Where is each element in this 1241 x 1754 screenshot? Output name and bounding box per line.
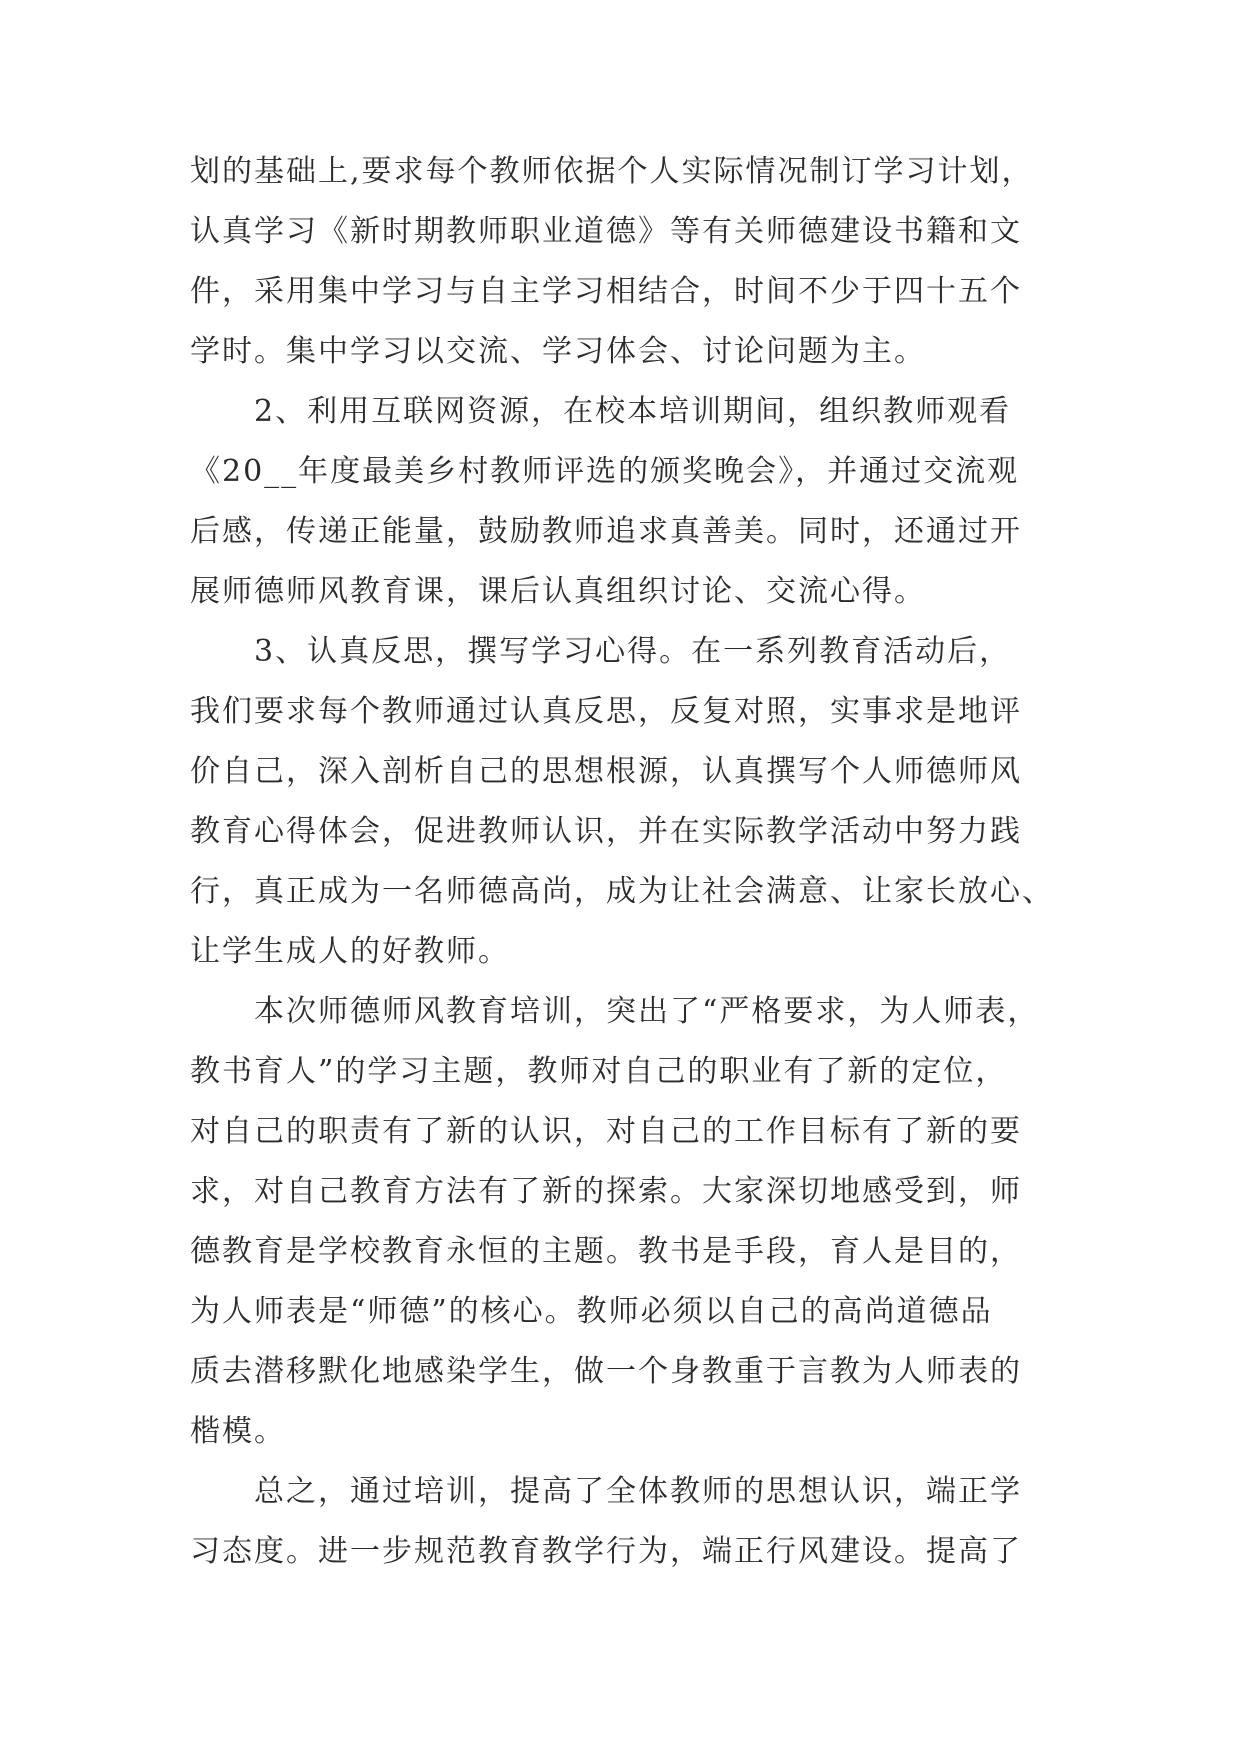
text-line: 教书育人”的学习主题，教师对自己的职业有了新的定位， xyxy=(190,1054,1008,1089)
document-body xyxy=(190,142,1090,1582)
text-line: 本次师德师风教育培训，突出了“严格要求，为人师表， xyxy=(254,994,1040,1029)
text-line: 德教育是学校教育永恒的主题。教书是手段，育人是目的， xyxy=(190,1234,1022,1269)
text-line: 学时。集中学习以交流、学习体会、讨论问题为主。 xyxy=(190,334,926,369)
text-line: 求，对自己教育方法有了新的探索。大家深切地感受到，师 xyxy=(190,1174,1022,1209)
text-line: 3、认真反思，撰写学习心得。在一系列教育活动后， xyxy=(254,634,1012,669)
text-line: 价自己，深入剖析自己的思想根源，认真撰写个人师德师风 xyxy=(190,754,1022,789)
text-line: 质去潜移默化地感染学生，做一个身教重于言教为人师表的 xyxy=(190,1354,1022,1389)
text-line: 划的基础上,要求每个教师依据个人实际情况制订学习计划， xyxy=(190,154,1034,189)
text-line: 后感，传递正能量，鼓励教师追求真善美。同时，还通过开 xyxy=(190,514,1022,549)
text-line: 对自己的职责有了新的认识，对自己的工作目标有了新的要 xyxy=(190,1114,1022,1149)
text-line: 习态度。进一步规范教育教学行为，端正行风建设。提高了 xyxy=(190,1534,1022,1569)
text-line: 总之，通过培训，提高了全体教师的思想认识，端正学 xyxy=(254,1474,1022,1509)
text-line: 为人师表是“师德”的核心。教师必须以自己的高尚道德品 xyxy=(190,1294,993,1329)
text-line: 展师德师风教育课，课后认真组织讨论、交流心得。 xyxy=(190,574,926,609)
text-line: 我们要求每个教师通过认真反思，反复对照，实事求是地评 xyxy=(190,694,1022,729)
text-line: 楷模。 xyxy=(190,1414,286,1449)
text-line: 《20__年度最美乡村教师评选的颁奖晚会》，并通过交流观 xyxy=(190,454,1020,489)
text-line: 件，采用集中学习与自主学习相结合，时间不少于四十五个 xyxy=(190,274,1022,309)
text-line: 让学生成人的好教师。 xyxy=(190,934,510,969)
text-line: 2、利用互联网资源，在校本培训期间，组织教师观看 xyxy=(254,394,1012,429)
text-line: 认真学习《新时期教师职业道德》等有关师德建设书籍和文 xyxy=(190,214,1022,249)
text-line: 行，真正成为一名师德高尚，成为让社会满意、让家长放心、 xyxy=(190,874,1054,909)
text-line: 教育心得体会，促进教师认识，并在实际教学活动中努力践 xyxy=(190,814,1022,849)
